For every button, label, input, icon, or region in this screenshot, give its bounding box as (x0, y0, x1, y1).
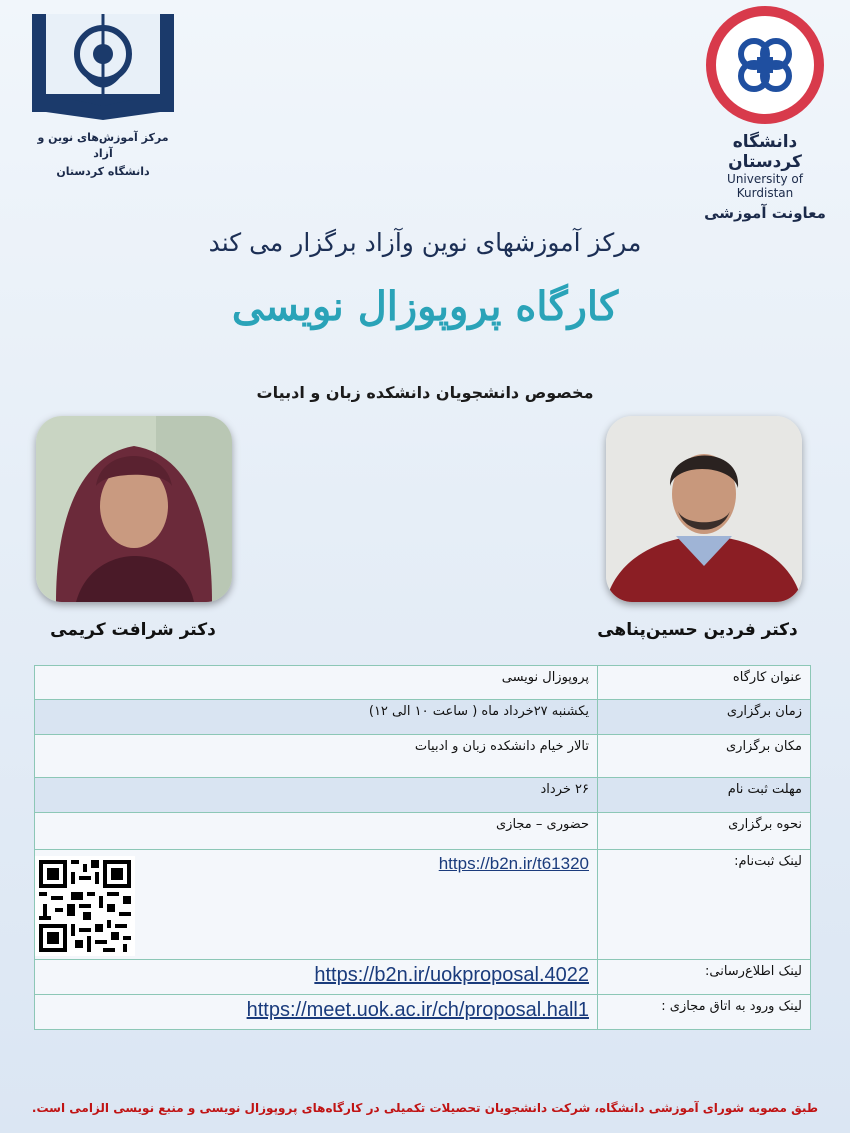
qr-code-icon[interactable] (35, 856, 135, 956)
left-logo-caption-2: دانشگاه کردستان (56, 165, 150, 178)
speaker-name-2: دکتر فردین حسین‌پناهی (597, 620, 798, 640)
audience-line: مخصوص دانشجویان دانشکده زبان و ادبیات (256, 383, 594, 402)
time-label: زمان برگزاری (598, 700, 811, 735)
mode-value: حضوری – مجازی (35, 813, 598, 850)
training-center-logo (28, 6, 178, 180)
room-link[interactable]: https://meet.uok.ac.ir/ch/proposal.hall1 (246, 999, 589, 1021)
university-logo (704, 6, 826, 222)
title-value: پروپوزال نویسی (35, 666, 598, 700)
left-logo-caption-1: مرکز آموزش‌های نوین و آزاد (37, 131, 169, 160)
info-cell (35, 960, 598, 995)
university-name-en: University of Kurdistan (727, 172, 803, 200)
mode-label: نحوه برگزاری (598, 813, 811, 850)
register-link[interactable]: https://b2n.ir/t61320 (438, 854, 589, 873)
speaker-photo-female (36, 416, 232, 602)
place-label: مکان برگزاری (598, 735, 811, 778)
intro-line: مرکز آموزشهای نوین وآزاد برگزار می کند (208, 228, 642, 257)
university-unit: معاونت آموزشی (704, 204, 826, 222)
speaker-photo-male (606, 416, 802, 602)
book-logo-icon (28, 6, 178, 124)
workshop-title: کارگاه پروپوزال نویسی (231, 283, 619, 330)
room-cell (35, 995, 598, 1030)
workshop-details-table (34, 665, 811, 1030)
place-value: تالار خیام دانشکده زبان و ادبیات (35, 735, 598, 778)
room-label: لینک ورود به اتاق مجازی : (598, 995, 811, 1030)
time-value: یکشنبه ۲۷خرداد ماه ( ساعت ۱۰ الی ۱۲) (35, 700, 598, 735)
university-name-fa: دانشگاه کردستان (728, 132, 802, 172)
university-seal-icon (706, 6, 824, 124)
deadline-label: مهلت ثبت نام (598, 778, 811, 813)
speaker-name-1: دکتر شرافت کریمی (50, 620, 216, 640)
register-cell (35, 850, 598, 960)
info-link[interactable]: https://b2n.ir/uokproposal.4022 (314, 964, 589, 986)
footer-note: طبق مصوبه شورای آموزشی دانشگاه، شرکت دانشجویان تحصیلات تکمیلی در کارگاه‌های پروپوزال نویسی و منبع نویسی الزامی است. (31, 1101, 819, 1115)
register-label: لینک ثبت‌نام: (598, 850, 811, 960)
title-label: عنوان کارگاه (598, 666, 811, 700)
info-label: لینک اطلاع‌رسانی: (598, 960, 811, 995)
deadline-value: ۲۶ خرداد (35, 778, 598, 813)
